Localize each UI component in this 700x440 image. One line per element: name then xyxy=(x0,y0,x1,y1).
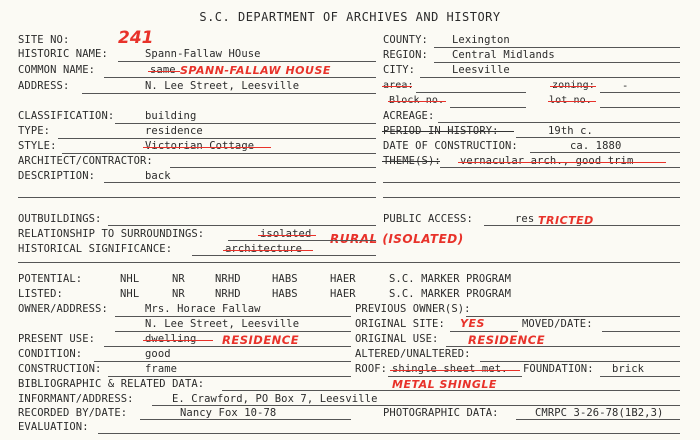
address-line xyxy=(82,93,376,94)
public-access-label: PUBLIC ACCESS: xyxy=(383,213,473,225)
style-strike xyxy=(143,147,271,148)
listed-marker: S.C. MARKER PROGRAM xyxy=(389,288,512,300)
potential-nr: NR xyxy=(172,273,185,285)
style-value: Victorian Cottage xyxy=(145,140,255,152)
lot-label: lot no. xyxy=(549,95,592,106)
owner-name-value: Mrs. Horace Fallaw xyxy=(145,303,261,315)
classification-line xyxy=(115,123,376,124)
public-access-typed: res xyxy=(515,213,535,225)
historic-name-value: Spann-Fallaw HOuse xyxy=(145,48,261,60)
owner-line-2 xyxy=(115,331,351,332)
potential-label: POTENTIAL: xyxy=(18,273,83,285)
historic-name-line xyxy=(118,61,376,62)
city-label: CITY: xyxy=(383,64,416,76)
potential-nhl: NHL xyxy=(120,273,140,285)
site-no-label: SITE NO: xyxy=(18,34,70,46)
evaluation-line xyxy=(98,433,680,434)
card-header: S.C. DEPARTMENT OF ARCHIVES AND HISTORY xyxy=(199,10,501,24)
area-line xyxy=(416,92,526,93)
blank-line-r1 xyxy=(383,182,680,183)
lot-strike xyxy=(548,101,596,102)
style-line xyxy=(62,153,376,154)
original-use-line xyxy=(446,346,680,347)
informant-value: E. Crawford, PO Box 7, Leesville xyxy=(172,393,378,405)
present-use-strike xyxy=(143,340,213,341)
listed-nhl: NHL xyxy=(120,288,140,300)
foundation-value: brick xyxy=(612,363,645,375)
blank-line-r2 xyxy=(383,197,680,198)
section-divider xyxy=(18,262,680,263)
foundation-label: FOUNDATION: xyxy=(523,363,594,375)
common-name-line xyxy=(104,77,376,78)
original-use-label: ORIGINAL USE: xyxy=(355,333,439,345)
evaluation-label: EVALUATION: xyxy=(18,421,89,433)
outbuildings-line xyxy=(108,225,376,226)
address-label: ADDRESS: xyxy=(18,80,70,92)
zoning-strike xyxy=(550,86,596,87)
theme-label: THEME(S): xyxy=(383,155,441,167)
block-label: Block no. xyxy=(389,95,445,106)
roof-typed: shingle sheet met. xyxy=(392,363,508,375)
roof-hand: METAL SHINGLE xyxy=(392,378,497,391)
common-name-strike xyxy=(148,71,180,72)
area-label: area: xyxy=(383,80,414,91)
historical-significance-strike xyxy=(223,250,313,251)
city-value: Leesville xyxy=(452,64,510,76)
historical-significance-label: HISTORICAL SIGNIFICANCE: xyxy=(18,243,173,255)
condition-line xyxy=(94,361,351,362)
acreage-label: ACREAGE: xyxy=(383,110,435,122)
present-use-hand: RESIDENCE xyxy=(222,333,300,347)
description-value: back xyxy=(145,170,171,182)
date-construction-value: ca. 1880 xyxy=(570,140,622,152)
present-use-typed: dwelling xyxy=(145,333,197,345)
owner-address-label: OWNER/ADDRESS: xyxy=(18,303,108,315)
relationship-typed: isolated xyxy=(260,228,312,240)
public-access-hand: TRICTED xyxy=(538,214,594,227)
common-name-hand: SPANN-FALLAW HOUSE xyxy=(180,64,331,77)
historical-significance-value: architecture xyxy=(225,243,303,255)
construction-line xyxy=(108,376,351,377)
blank-line-1 xyxy=(18,197,376,198)
theme-value: vernacular arch., good trim xyxy=(460,155,634,167)
informant-label: INFORMANT/ADDRESS: xyxy=(18,393,134,405)
county-label: COUNTY: xyxy=(383,34,428,46)
description-line xyxy=(104,182,376,183)
zoning-label: zoning: xyxy=(552,80,595,91)
present-use-label: PRESENT USE: xyxy=(18,333,96,345)
photographic-line xyxy=(516,419,680,420)
area-strike xyxy=(382,86,412,87)
listed-haer: HAER xyxy=(330,288,356,300)
moved-date-line xyxy=(602,331,680,332)
relationship-label: RELATIONSHIP TO SURROUNDINGS: xyxy=(18,228,205,240)
bibliographic-label: BIBLIOGRAPHIC & RELATED DATA: xyxy=(18,378,205,390)
roof-label: ROOF: xyxy=(355,363,388,375)
address-value: N. Lee Street, Leesville xyxy=(145,80,300,92)
type-label: TYPE: xyxy=(18,125,51,137)
potential-habs: HABS xyxy=(272,273,298,285)
description-label: DESCRIPTION: xyxy=(18,170,96,182)
region-line xyxy=(434,62,680,63)
period-strike xyxy=(382,131,514,132)
block-strike xyxy=(388,101,446,102)
photographic-value: CMRPC 3-26-78(1B2,3) xyxy=(535,407,664,419)
recorded-by-line xyxy=(140,419,351,420)
site-no-value: 241 xyxy=(118,28,154,48)
potential-marker: S.C. MARKER PROGRAM xyxy=(389,273,512,285)
original-site-hand: YES xyxy=(460,317,485,330)
historical-significance-line xyxy=(192,255,376,256)
present-use-line xyxy=(104,346,351,347)
classification-label: CLASSIFICATION: xyxy=(18,110,115,122)
architect-line xyxy=(170,167,376,168)
recorded-by-label: RECORDED BY/DATE: xyxy=(18,407,128,419)
architect-label: ARCHITECT/CONTRACTOR: xyxy=(18,155,153,167)
style-label: STYLE: xyxy=(18,140,57,152)
condition-value: good xyxy=(145,348,171,360)
recorded-by-value: Nancy Fox 10-78 xyxy=(180,407,277,419)
type-line xyxy=(58,138,376,139)
period-label: PERIOD IN HISTORY: xyxy=(383,125,499,137)
common-name-typed: same xyxy=(150,64,176,76)
common-name-label: COMMON NAME: xyxy=(18,64,96,76)
listed-nr: NR xyxy=(172,288,185,300)
condition-label: CONDITION: xyxy=(18,348,83,360)
city-line xyxy=(420,77,680,78)
block-line xyxy=(450,107,526,108)
roof-strike xyxy=(390,370,520,371)
relationship-strike xyxy=(258,235,316,236)
theme-red-strike xyxy=(458,162,666,163)
photographic-label: PHOTOGRAPHIC DATA: xyxy=(383,407,499,419)
altered-label: ALTERED/UNALTERED: xyxy=(355,348,471,360)
county-line xyxy=(434,47,680,48)
potential-haer: HAER xyxy=(330,273,356,285)
county-value: Lexington xyxy=(452,34,510,46)
zoning-dash: - xyxy=(622,80,629,92)
foundation-line xyxy=(600,376,680,377)
relationship-line xyxy=(228,240,376,241)
original-site-label: ORIGINAL SITE: xyxy=(355,318,445,330)
acreage-line xyxy=(438,122,680,123)
relationship-hand: RURAL (ISOLATED) xyxy=(330,232,464,246)
historic-name-label: HISTORIC NAME: xyxy=(18,48,108,60)
date-construction-line xyxy=(530,152,680,153)
moved-date-label: MOVED/DATE: xyxy=(522,318,593,330)
classification-value: building xyxy=(145,110,197,122)
potential-nrhd: NRHD xyxy=(215,273,241,285)
previous-owners-line xyxy=(466,316,680,317)
owner-line-1 xyxy=(115,316,351,317)
theme-line xyxy=(440,167,680,168)
listed-label: LISTED: xyxy=(18,288,63,300)
construction-value: frame xyxy=(145,363,178,375)
region-label: REGION: xyxy=(383,49,428,61)
listed-habs: HABS xyxy=(272,288,298,300)
original-use-hand: RESIDENCE xyxy=(468,333,546,347)
date-construction-label: DATE OF CONSTRUCTION: xyxy=(383,140,518,152)
lot-line xyxy=(600,107,680,108)
roof-line xyxy=(388,376,522,377)
zoning-line xyxy=(600,92,680,93)
public-access-line xyxy=(484,225,680,226)
informant-line xyxy=(152,405,680,406)
period-line xyxy=(516,137,680,138)
type-value: residence xyxy=(145,125,203,137)
previous-owners-label: PREVIOUS OWNER(S): xyxy=(355,303,471,315)
listed-nrhd: NRHD xyxy=(215,288,241,300)
original-site-line xyxy=(450,331,518,332)
theme-strike xyxy=(382,161,440,162)
outbuildings-label: OUTBUILDINGS: xyxy=(18,213,102,225)
altered-line xyxy=(480,361,680,362)
owner-address-value: N. Lee Street, Leesville xyxy=(145,318,300,330)
period-value: 19th c. xyxy=(548,125,593,137)
construction-label: CONSTRUCTION: xyxy=(18,363,102,375)
region-value: Central Midlands xyxy=(452,49,555,61)
